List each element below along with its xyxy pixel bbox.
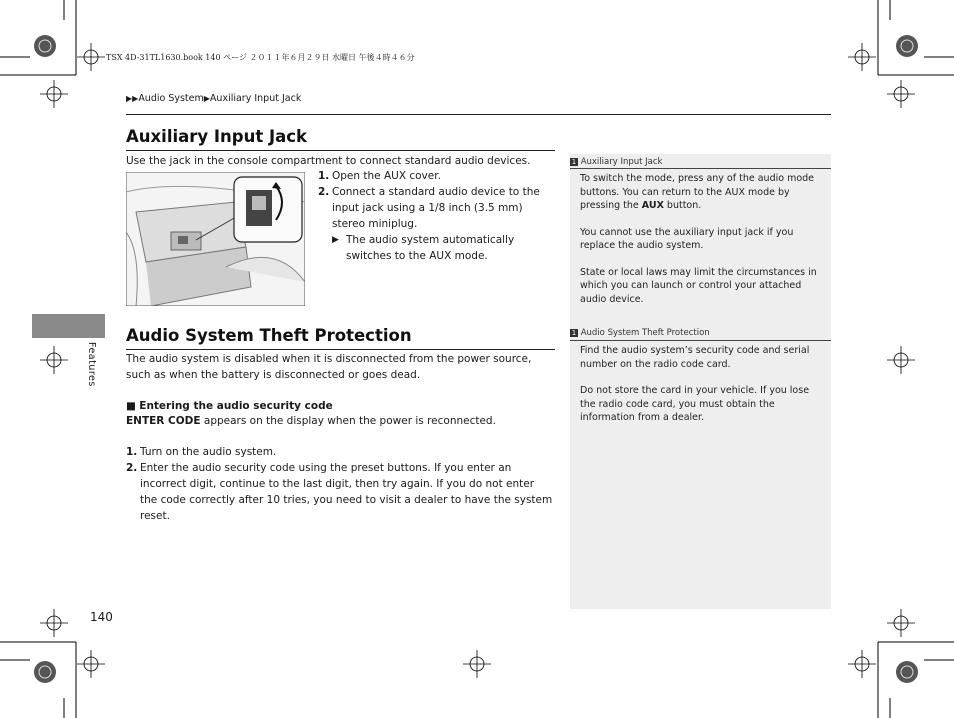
- breadcrumb-audio-system[interactable]: Audio System: [138, 93, 204, 104]
- sidebar-paragraph: Do not store the card in your vehicle. If you lose the radio code card, you must obtain the information from a dealer.: [580, 385, 810, 423]
- sidebar-rule: [570, 340, 831, 341]
- breadcrumb-aux-jack[interactable]: Auxiliary Input Jack: [209, 93, 302, 104]
- sidebar-theft-text: [580, 344, 820, 425]
- subheading-security-code: ■ Entering the audio security code: [126, 400, 333, 412]
- section-rule: [126, 150, 555, 151]
- note-number-icon: 1: [571, 328, 577, 337]
- sidebar-paragraph: Find the audio system’s security code and serial number on the radio code card.: [580, 345, 810, 370]
- security-step: 2. Enter the audio security code using the preset buttons. If you enter an incorrect digit, continue to the last digit, then try again. If you do not enter the code correctly after 10 tries, you need to visit a dealer to have the system reset.: [126, 462, 553, 522]
- header-rule: [126, 114, 831, 115]
- print-metadata-line: TSX 4D-31TL1630.book 140 ページ ２０１１年６月２９日 水曜日 午後４時４６分: [106, 53, 415, 62]
- sidebar-paragraph: To switch the mode, press any of the audio mode buttons. You can return to the AUX mode by pressing the AUX button.: [580, 173, 815, 211]
- breadcrumb-separator-icon: ▶: [203, 94, 210, 103]
- aux-note: ▶ The audio system automatically switches to the AUX mode.: [332, 234, 515, 262]
- sidebar-paragraph: State or local laws may limit the circumstances in which you can launch or control your attached audio device.: [580, 266, 817, 305]
- sidebar-paragraph: You cannot use the auxiliary input jack if you replace the audio system.: [580, 226, 794, 251]
- aux-steps: [318, 168, 556, 264]
- aux-intro-text: Use the jack in the console compartment to connect standard audio devices.: [126, 155, 531, 167]
- breadcrumb: [126, 93, 301, 104]
- security-steps: [126, 444, 554, 524]
- enter-code-text: ENTER CODE appears on the display when the power is reconnected.: [126, 415, 496, 427]
- security-step: 1. Turn on the audio system.: [126, 446, 277, 458]
- breadcrumb-arrow-icon: ▶▶: [126, 94, 139, 103]
- section-title-aux-jack: Auxiliary Input Jack: [126, 127, 308, 146]
- theft-intro-text: The audio system is disabled when it is disconnected from the power source, such as when the battery is disconnected or goes dead.: [126, 353, 532, 381]
- console-illustration: [126, 172, 305, 306]
- square-bullet-icon: ■: [126, 400, 136, 412]
- aux-step: 2. Connect a standard audio device to the input jack using a 1/8 inch (3.5 mm) stereo miniplug.: [318, 186, 540, 230]
- sidebar-title-theft: 1 Audio System Theft Protection: [571, 328, 710, 338]
- page-number: 140: [90, 610, 113, 624]
- aux-step: 1. Open the AUX cover.: [318, 170, 441, 182]
- section-tab-label: Features: [86, 342, 97, 387]
- sidebar-aux-text: [580, 172, 820, 306]
- section-rule: [126, 349, 555, 350]
- section-tab: [32, 314, 105, 338]
- note-arrow-icon: ▶: [332, 235, 339, 245]
- note-number-icon: 1: [571, 157, 577, 166]
- section-title-theft-protection: Audio System Theft Protection: [126, 326, 412, 345]
- sidebar-title-aux: 1 Auxiliary Input Jack: [571, 157, 663, 167]
- sidebar-rule: [570, 168, 831, 169]
